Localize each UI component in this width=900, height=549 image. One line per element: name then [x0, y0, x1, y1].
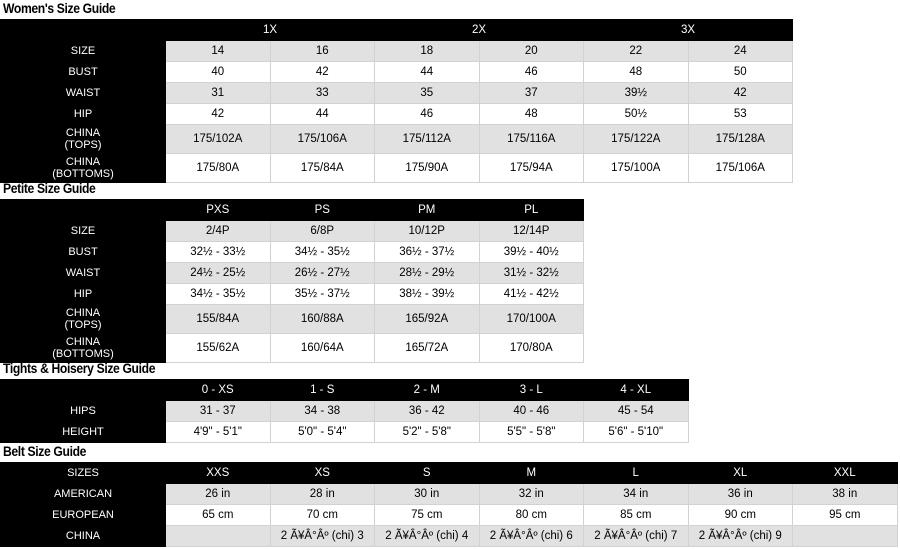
row-label: WAIST	[1, 263, 166, 284]
size-column-header: XXS	[166, 463, 271, 484]
table-row	[1, 83, 793, 104]
table-cell: 170/100A	[479, 305, 584, 334]
table-cell: 5'6" - 5'10"	[584, 422, 689, 443]
table-row	[1, 401, 689, 422]
table-cell: 175/90A	[375, 154, 480, 183]
table-cell: 38½ - 39½	[375, 284, 480, 305]
size-group-header: 2X	[375, 20, 584, 41]
table-cell: 34 - 38	[270, 401, 375, 422]
table-cell: 48	[584, 62, 689, 83]
table-cell: 70 cm	[270, 505, 375, 526]
table-cell: 50	[688, 62, 793, 83]
table-cell: 32½ - 33½	[166, 242, 271, 263]
row-label: BUST	[1, 242, 166, 263]
header-row	[1, 380, 689, 401]
table-row	[1, 334, 584, 363]
size-column-header: PL	[479, 200, 584, 221]
table-cell: 80 cm	[479, 505, 584, 526]
table-cell: 26 in	[166, 484, 271, 505]
table-cell: 48	[479, 104, 584, 125]
table-row	[1, 505, 898, 526]
row-label: CHINA	[1, 526, 166, 547]
table-cell: 175/84A	[270, 154, 375, 183]
table-cell: 40 - 46	[479, 401, 584, 422]
table-cell: 10/12P	[375, 221, 480, 242]
header-corner	[1, 380, 166, 401]
header-corner: SIZES	[1, 463, 166, 484]
table-cell: 44	[375, 62, 480, 83]
table-cell: 175/128A	[688, 125, 793, 154]
table-cell: 16	[270, 41, 375, 62]
size-column-header: S	[375, 463, 480, 484]
table-cell: 170/80A	[479, 334, 584, 363]
table-cell: 53	[688, 104, 793, 125]
table-cell: 24½ - 25½	[166, 263, 271, 284]
table-cell: 36½ - 37½	[375, 242, 480, 263]
table-row	[1, 104, 793, 125]
table-cell: 34 in	[584, 484, 689, 505]
table-cell: 155/62A	[166, 334, 271, 363]
table-row	[1, 242, 584, 263]
belt-size-guide-title: Belt Size Guide	[3, 444, 87, 459]
tights-size-table	[0, 379, 689, 443]
size-group-header: 1X	[166, 20, 375, 41]
table-cell: 5'2" - 5'8"	[375, 422, 480, 443]
table-cell: 24	[688, 41, 793, 62]
table-cell: 31 - 37	[166, 401, 271, 422]
table-cell: 45 - 54	[584, 401, 689, 422]
table-cell: 160/64A	[270, 334, 375, 363]
row-label: AMERICAN	[1, 484, 166, 505]
table-row	[1, 41, 793, 62]
row-label: HIPS	[1, 401, 166, 422]
table-row	[1, 484, 898, 505]
table-cell: 42	[688, 83, 793, 104]
table-cell: 85 cm	[584, 505, 689, 526]
table-cell: 32 in	[479, 484, 584, 505]
table-cell: 46	[375, 104, 480, 125]
table-cell: 18	[375, 41, 480, 62]
petite-size-table	[0, 199, 584, 363]
size-column-header: 0 - XS	[166, 380, 271, 401]
table-cell: 5'5" - 5'8"	[479, 422, 584, 443]
row-label: BUST	[1, 62, 166, 83]
table-cell: 155/84A	[166, 305, 271, 334]
table-cell: 41½ - 42½	[479, 284, 584, 305]
table-cell: 175/100A	[584, 154, 689, 183]
womens-size-table	[0, 19, 793, 183]
header-row	[1, 200, 584, 221]
table-cell: 2 Ã¥Â°Âº (chi) 6	[479, 526, 584, 547]
size-column-header: 4 - XL	[584, 380, 689, 401]
table-row	[1, 284, 584, 305]
size-column-header: XL	[688, 463, 793, 484]
belt-size-table	[0, 462, 898, 547]
size-column-header: XS	[270, 463, 375, 484]
table-cell: 2 Ã¥Â°Âº (chi) 9	[688, 526, 793, 547]
table-cell: 35	[375, 83, 480, 104]
size-column-header: 3 - L	[479, 380, 584, 401]
table-cell: 165/92A	[375, 305, 480, 334]
table-cell: 20	[479, 41, 584, 62]
table-cell: 175/102A	[166, 125, 271, 154]
table-cell: 42	[166, 104, 271, 125]
row-label: CHINA (TOPS)	[1, 305, 166, 334]
table-row	[1, 154, 793, 183]
table-cell: 50½	[584, 104, 689, 125]
row-label: CHINA (BOTTOMS)	[1, 334, 166, 363]
table-cell: 28½ - 29½	[375, 263, 480, 284]
header-row	[1, 463, 898, 484]
table-cell: 36 - 42	[375, 401, 480, 422]
table-cell: 14	[166, 41, 271, 62]
table-cell: 42	[270, 62, 375, 83]
size-column-header: PM	[375, 200, 480, 221]
table-cell: 46	[479, 62, 584, 83]
table-cell: 90 cm	[688, 505, 793, 526]
table-row	[1, 125, 793, 154]
table-cell: 175/122A	[584, 125, 689, 154]
row-label: HEIGHT	[1, 422, 166, 443]
table-cell: 38 in	[793, 484, 898, 505]
table-row	[1, 305, 584, 334]
table-cell: 28 in	[270, 484, 375, 505]
table-cell: 44	[270, 104, 375, 125]
table-cell: 39½ - 40½	[479, 242, 584, 263]
size-column-header: L	[584, 463, 689, 484]
table-cell: 31½ - 32½	[479, 263, 584, 284]
size-group-header: 3X	[584, 20, 793, 41]
table-cell: 34½ - 35½	[270, 242, 375, 263]
tights-size-guide-title: Tights & Hoisery Size Guide	[3, 361, 156, 376]
table-cell: 175/112A	[375, 125, 480, 154]
table-cell: 175/106A	[270, 125, 375, 154]
size-column-header: M	[479, 463, 584, 484]
size-column-header: PS	[270, 200, 375, 221]
womens-size-guide-title: Women's Size Guide	[3, 1, 116, 16]
row-label: SIZE	[1, 41, 166, 62]
header-row	[1, 20, 793, 41]
table-cell: 33	[270, 83, 375, 104]
table-row	[1, 263, 584, 284]
table-cell: 2 Ã¥Â°Âº (chi) 7	[584, 526, 689, 547]
petite-size-guide-title: Petite Size Guide	[3, 181, 96, 196]
table-cell: 4'9" - 5'1"	[166, 422, 271, 443]
table-cell: 36 in	[688, 484, 793, 505]
table-cell: 165/72A	[375, 334, 480, 363]
table-cell: 22	[584, 41, 689, 62]
table-cell: 12/14P	[479, 221, 584, 242]
table-row	[1, 221, 584, 242]
table-cell: 160/88A	[270, 305, 375, 334]
table-cell: 5'0" - 5'4"	[270, 422, 375, 443]
table-cell: 35½ - 37½	[270, 284, 375, 305]
size-column-header: PXS	[166, 200, 271, 221]
size-column-header: 1 - S	[270, 380, 375, 401]
row-label: HIP	[1, 284, 166, 305]
table-cell: 175/116A	[479, 125, 584, 154]
table-cell: 34½ - 35½	[166, 284, 271, 305]
table-row	[1, 422, 689, 443]
row-label: WAIST	[1, 83, 166, 104]
table-cell: 2/4P	[166, 221, 271, 242]
table-row	[1, 62, 793, 83]
table-cell: 175/80A	[166, 154, 271, 183]
table-cell: 2 Ã¥Â°Âº (chi) 3	[270, 526, 375, 547]
header-corner	[1, 20, 166, 41]
row-label: CHINA (TOPS)	[1, 125, 166, 154]
table-cell: 65 cm	[166, 505, 271, 526]
header-corner	[1, 200, 166, 221]
table-cell: 95 cm	[793, 505, 898, 526]
size-column-header: 2 - M	[375, 380, 480, 401]
table-cell: 175/106A	[688, 154, 793, 183]
table-cell: 31	[166, 83, 271, 104]
table-cell: 39½	[584, 83, 689, 104]
table-cell: 30 in	[375, 484, 480, 505]
table-cell: 175/94A	[479, 154, 584, 183]
table-cell	[793, 526, 898, 547]
table-row	[1, 526, 898, 547]
row-label: EUROPEAN	[1, 505, 166, 526]
table-cell: 37	[479, 83, 584, 104]
row-label: CHINA (BOTTOMS)	[1, 154, 166, 183]
table-cell: 26½ - 27½	[270, 263, 375, 284]
table-cell	[166, 526, 271, 547]
table-cell: 2 Ã¥Â°Âº (chi) 4	[375, 526, 480, 547]
row-label: SIZE	[1, 221, 166, 242]
size-column-header: XXL	[793, 463, 898, 484]
row-label: HIP	[1, 104, 166, 125]
table-cell: 40	[166, 62, 271, 83]
table-cell: 6/8P	[270, 221, 375, 242]
table-cell: 75 cm	[375, 505, 480, 526]
